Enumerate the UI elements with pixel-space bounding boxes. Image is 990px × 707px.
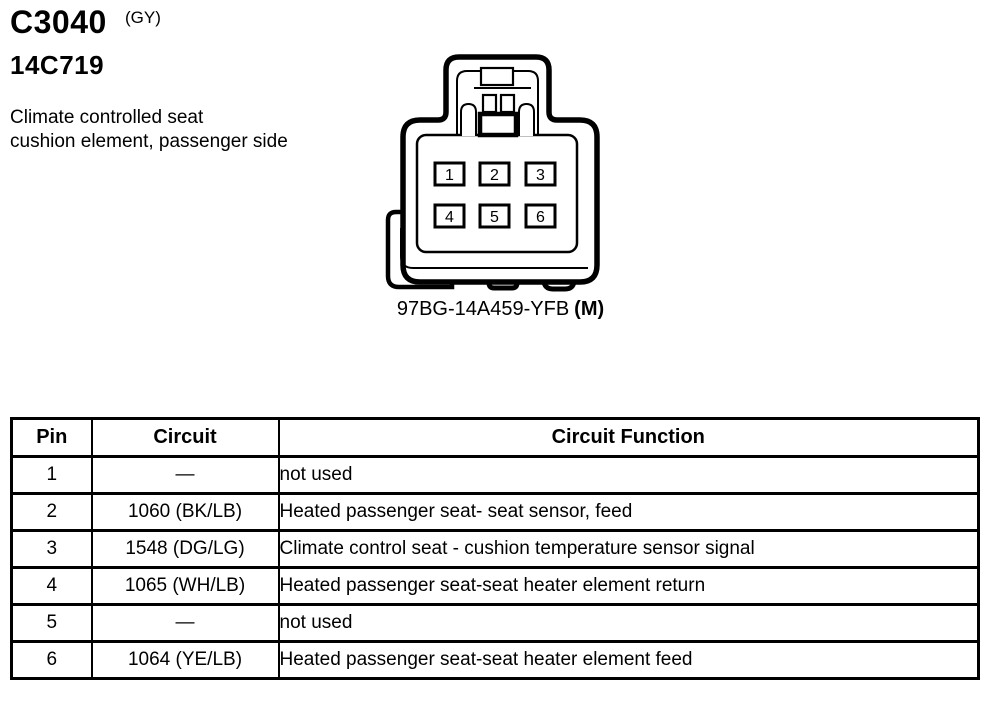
pin-number: 4 [445,209,454,226]
function-cell: Heated passenger seat-seat heater element feed [279,642,979,679]
connector-face-diagram [383,50,617,298]
pin-number: 5 [490,209,499,226]
circuit-cell: 1060 (BK/LB) [92,494,279,531]
pin-cell: 2 [12,494,92,531]
function-cell: Climate control seat - cushion temperature sensor signal [279,531,979,568]
table-row [12,642,979,679]
description-line-1: Climate controlled seat [10,107,204,128]
latch-window [501,95,514,112]
connector-gender-code: (M) [574,298,605,320]
circuit-cell: 1548 (DG/LG) [92,531,279,568]
pin-cell: 3 [12,531,92,568]
function-cell: not used [279,605,979,642]
pin-cell: 4 [12,568,92,605]
col-header-circuit-function: Circuit Function [279,419,979,457]
latch-center-catch [480,114,516,135]
pin-number: 1 [445,167,454,184]
connector-part-caption-main: 97BG-14A459-YFB [396,298,570,320]
pinout-table [10,417,980,680]
table-row [12,531,979,568]
table-row [12,605,979,642]
function-cell: Heated passenger seat-seat heater element return [279,568,979,605]
pin-cell: 6 [12,642,92,679]
col-header-pin: Pin [12,419,92,457]
description-line-2: cushion element, passenger side [10,131,288,152]
pin-cell: 1 [12,457,92,494]
circuit-cell: — [92,605,279,642]
function-cell: Heated passenger seat- seat sensor, feed [279,494,979,531]
col-header-circuit: Circuit [92,419,279,457]
function-cell: not used [279,457,979,494]
circuit-cell: 1065 (WH/LB) [92,568,279,605]
part-number: 14C719 [10,50,105,80]
pin-number: 2 [490,167,499,184]
latch-window [483,95,496,112]
connector-pin-face [417,135,577,252]
table-row [12,494,979,531]
circuit-cell: 1064 (YE/LB) [92,642,279,679]
connector-color-code: (GY) [125,8,161,27]
table-row [12,457,979,494]
circuit-cell: — [92,457,279,494]
table-row [12,568,979,605]
latch-prong [461,104,476,136]
pin-cell: 5 [12,605,92,642]
latch-prong [519,104,534,136]
connector-id: C3040 [10,4,107,40]
pin-number: 6 [536,209,545,226]
pin-number: 3 [536,167,545,184]
table-header-row [12,419,979,457]
connector-description [10,106,288,154]
latch-top-tab [481,68,513,85]
connector-part-caption [373,298,628,321]
